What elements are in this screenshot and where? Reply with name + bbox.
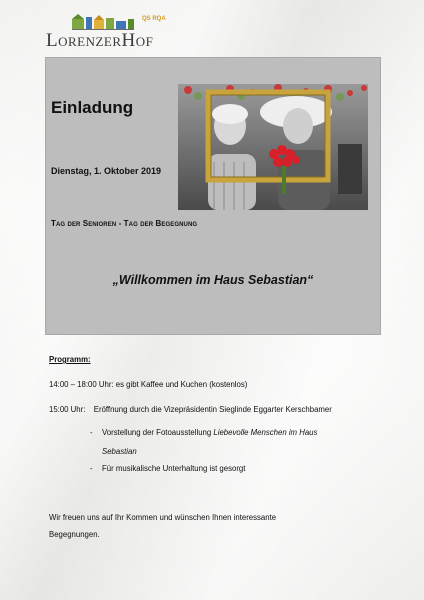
program-bullet-exhibition-cont: Sebastian xyxy=(102,447,137,456)
lorenzerhof-logo xyxy=(46,14,166,51)
opening-text: Eröffnung durch die Vizepräsidentin Sieglinde Eggarter Kerschbamer xyxy=(93,405,332,414)
program-line-coffee: 14:00 – 18:00 Uhr: es gibt Kaffee und Kuchen (kostenlos) xyxy=(49,380,248,389)
event-date: Dienstag, 1. Oktober 2019 xyxy=(51,166,162,176)
seniors-frame-photo xyxy=(178,84,368,210)
bullet-dash: - xyxy=(90,428,93,437)
closing-line-2: Begegnungen. xyxy=(49,530,100,539)
bullet-dash: - xyxy=(90,464,93,473)
opening-time: 15:00 Uhr: xyxy=(49,405,86,414)
closing-line-1: Wir freuen uns auf Ihr Kommen und wünschen Ihnen interessante xyxy=(49,513,277,522)
invitation-panel xyxy=(45,57,381,335)
quality-badge: QS RQA xyxy=(142,16,166,22)
program-bullet-exhibition: Vorstellung der Fotoausstellung Liebevolle Menschen im Haus xyxy=(102,428,318,437)
event-subtitle: Tag der Senioren - Tag der Begegnung xyxy=(51,219,198,228)
event-motto: „Willkommen im Haus Sebastian“ xyxy=(112,273,314,287)
program-line-opening xyxy=(49,405,332,414)
program-bullet-music: Für musikalische Unterhaltung ist gesorgt xyxy=(102,464,246,473)
program-heading: Programm: xyxy=(49,355,91,364)
logo-wordmark: LorenzerHof xyxy=(46,30,154,51)
invitation-title: Einladung xyxy=(51,98,134,117)
